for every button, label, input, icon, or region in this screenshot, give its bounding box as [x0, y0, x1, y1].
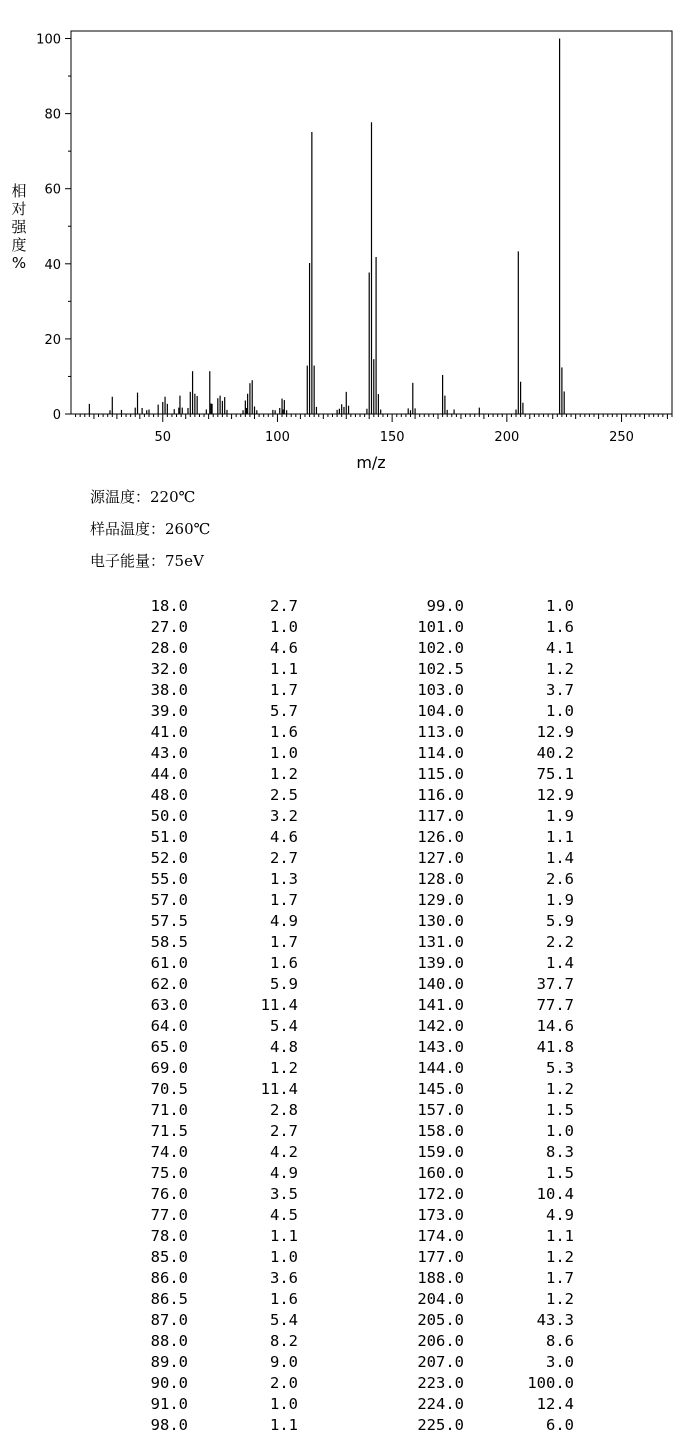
intensity-value: 2.6: [546, 870, 574, 888]
mz-value: 32.0: [150, 660, 188, 678]
electron-energy: 电子能量：75eV: [90, 552, 204, 570]
mz-value: 103.0: [417, 681, 464, 699]
intensity-value: 2.0: [270, 1374, 298, 1392]
x-tick-label: 200: [494, 430, 520, 445]
table-row: [120, 1394, 574, 1415]
mz-value: 104.0: [417, 702, 464, 720]
intensity-value: 1.4: [546, 849, 574, 867]
intensity-value: 3.6: [270, 1269, 298, 1287]
table-row: [120, 827, 574, 848]
mz-value: 86.5: [150, 1290, 188, 1308]
mz-value: 77.0: [150, 1206, 188, 1224]
intensity-value: 1.6: [270, 954, 298, 972]
mz-value: 224.0: [417, 1395, 464, 1413]
mz-value: 69.0: [150, 1059, 188, 1077]
intensity-value: 10.4: [536, 1185, 574, 1203]
mz-value: 52.0: [150, 849, 188, 867]
intensity-value: 9.0: [270, 1353, 298, 1371]
table-row: [120, 1016, 574, 1037]
intensity-value: 1.7: [270, 681, 298, 699]
mass-spectrum-chart: [0, 0, 696, 480]
intensity-value: 1.1: [270, 660, 298, 678]
table-row: [120, 974, 574, 995]
intensity-value: 1.4: [546, 954, 574, 972]
table-row: [120, 932, 574, 953]
intensity-value: 8.2: [270, 1332, 298, 1350]
y-axis-label-char: 相: [11, 182, 27, 200]
mz-value: 205.0: [417, 1311, 464, 1329]
table-row: [120, 1205, 574, 1226]
table-row: [120, 638, 574, 659]
intensity-value: 1.0: [546, 597, 574, 615]
intensity-value: 3.2: [270, 807, 298, 825]
intensity-value: 1.0: [546, 1122, 574, 1140]
mz-value: 55.0: [150, 870, 188, 888]
mz-value: 206.0: [417, 1332, 464, 1350]
intensity-value: 12.9: [536, 723, 574, 741]
table-row: [120, 1310, 574, 1331]
intensity-value: 4.8: [270, 1038, 298, 1056]
mz-value: 140.0: [417, 975, 464, 993]
intensity-value: 4.6: [270, 639, 298, 657]
intensity-value: 5.9: [546, 912, 574, 930]
mz-value: 127.0: [417, 849, 464, 867]
intensity-value: 1.1: [546, 1227, 574, 1245]
x-tick-label: 150: [379, 430, 405, 445]
mz-value: 88.0: [150, 1332, 188, 1350]
mz-value: 74.0: [150, 1143, 188, 1161]
intensity-value: 2.7: [270, 849, 298, 867]
intensity-value: 5.3: [546, 1059, 574, 1077]
intensity-value: 43.3: [536, 1311, 574, 1329]
intensity-value: 41.8: [536, 1038, 574, 1056]
intensity-value: 1.2: [546, 1290, 574, 1308]
table-row: [120, 1121, 574, 1142]
intensity-value: 4.9: [270, 1164, 298, 1182]
mz-value: 70.5: [150, 1080, 188, 1098]
mz-value: 144.0: [417, 1059, 464, 1077]
table-row: [120, 1079, 574, 1100]
intensity-value: 1.2: [546, 1080, 574, 1098]
intensity-value: 1.2: [546, 660, 574, 678]
x-tick-label: 250: [609, 430, 634, 445]
intensity-value: 1.0: [546, 702, 574, 720]
mz-value: 39.0: [150, 702, 188, 720]
intensity-value: 1.7: [270, 891, 298, 909]
intensity-value: 1.9: [546, 807, 574, 825]
intensity-value: 4.5: [270, 1206, 298, 1224]
intensity-value: 1.0: [270, 744, 298, 762]
table-row: [120, 890, 574, 911]
y-tick-label: 60: [44, 182, 61, 198]
mz-value: 89.0: [150, 1353, 188, 1371]
intensity-value: 1.2: [270, 765, 298, 783]
table-row: [120, 1163, 574, 1184]
mz-value: 18.0: [150, 597, 188, 615]
x-tick-label: 50: [154, 430, 172, 445]
intensity-value: 8.3: [546, 1143, 574, 1161]
mz-value: 78.0: [150, 1227, 188, 1245]
intensity-value: 4.9: [270, 912, 298, 930]
intensity-value: 100.0: [527, 1374, 574, 1392]
mz-value: 113.0: [417, 723, 464, 741]
y-axis: [36, 33, 71, 423]
mz-value: 158.0: [417, 1122, 464, 1140]
intensity-value: 4.2: [270, 1143, 298, 1161]
table-row: [120, 869, 574, 890]
table-row: [120, 659, 574, 680]
table-row: [120, 1415, 574, 1436]
mz-value: 117.0: [417, 807, 464, 825]
mz-value: 76.0: [150, 1185, 188, 1203]
mz-value: 204.0: [417, 1290, 464, 1308]
x-tick-label: 100: [265, 430, 290, 445]
intensity-value: 1.1: [270, 1227, 298, 1245]
mz-value: 173.0: [417, 1206, 464, 1224]
intensity-value: 12.9: [536, 786, 574, 804]
mz-value: 114.0: [417, 744, 464, 762]
table-row: [120, 785, 574, 806]
intensity-value: 1.0: [270, 618, 298, 636]
y-tick-label: 80: [44, 107, 61, 123]
y-tick-label: 0: [52, 408, 61, 423]
mz-value: 41.0: [150, 723, 188, 741]
mz-value: 160.0: [417, 1164, 464, 1182]
x-axis: [76, 414, 672, 445]
table-row: [120, 764, 574, 785]
mz-value: 172.0: [417, 1185, 464, 1203]
intensity-value: 2.8: [270, 1101, 298, 1119]
table-row: [120, 1289, 574, 1310]
intensity-value: 1.2: [270, 1059, 298, 1077]
mz-value: 57.0: [150, 891, 188, 909]
table-row: [120, 1142, 574, 1163]
intensity-value: 11.4: [260, 1080, 298, 1098]
intensity-value: 1.6: [270, 1290, 298, 1308]
intensity-value: 3.0: [546, 1353, 574, 1371]
intensity-value: 1.7: [270, 933, 298, 951]
intensity-value: 8.6: [546, 1332, 574, 1350]
y-tick-label: 40: [44, 257, 61, 273]
intensity-value: 40.2: [536, 744, 574, 762]
y-axis-label-char: 对: [11, 200, 27, 218]
intensity-value: 12.4: [536, 1395, 574, 1413]
intensity-value: 5.4: [270, 1311, 298, 1329]
table-row: [120, 722, 574, 743]
mz-value: 28.0: [150, 639, 188, 657]
mz-value: 188.0: [417, 1269, 464, 1287]
mz-value: 48.0: [150, 786, 188, 804]
intensity-value: 2.7: [270, 597, 298, 615]
mz-value: 43.0: [150, 744, 188, 762]
intensity-value: 1.3: [270, 870, 298, 888]
peak-table: [120, 596, 574, 1436]
mz-value: 102.0: [417, 639, 464, 657]
mz-value: 141.0: [417, 996, 464, 1014]
mz-value: 61.0: [150, 954, 188, 972]
mz-value: 58.5: [150, 933, 188, 951]
intensity-value: 75.1: [536, 765, 574, 783]
mz-value: 85.0: [150, 1248, 188, 1266]
mz-value: 116.0: [417, 786, 464, 804]
mz-value: 90.0: [150, 1374, 188, 1392]
intensity-value: 1.6: [270, 723, 298, 741]
x-axis-label: m/z: [356, 453, 386, 472]
table-row: [120, 953, 574, 974]
mz-value: 223.0: [417, 1374, 464, 1392]
intensity-value: 4.6: [270, 828, 298, 846]
intensity-value: 4.1: [546, 639, 574, 657]
mz-value: 177.0: [417, 1248, 464, 1266]
mz-value: 145.0: [417, 1080, 464, 1098]
table-row: [120, 1331, 574, 1352]
table-row: [120, 596, 574, 617]
intensity-value: 1.5: [546, 1101, 574, 1119]
table-row: [120, 1058, 574, 1079]
intensity-value: 1.0: [270, 1395, 298, 1413]
table-row: [120, 617, 574, 638]
intensity-value: 3.7: [546, 681, 574, 699]
mz-value: 57.5: [150, 912, 188, 930]
y-tick-label: 20: [44, 332, 61, 348]
y-tick-label: 100: [36, 32, 61, 48]
mz-value: 143.0: [417, 1038, 464, 1056]
intensity-value: 1.1: [546, 828, 574, 846]
sample-temperature: 样品温度：260℃: [90, 520, 211, 538]
intensity-value: 1.0: [270, 1248, 298, 1266]
y-axis-label-char: 度: [11, 236, 27, 254]
mz-value: 139.0: [417, 954, 464, 972]
mz-value: 128.0: [417, 870, 464, 888]
table-row: [120, 1184, 574, 1205]
y-axis-label-char: 强: [11, 218, 27, 236]
intensity-value: 14.6: [536, 1017, 574, 1035]
mz-value: 159.0: [417, 1143, 464, 1161]
table-row: [120, 743, 574, 764]
mz-value: 51.0: [150, 828, 188, 846]
table-row: [120, 1373, 574, 1394]
mz-value: 27.0: [150, 618, 188, 636]
intensity-value: 1.6: [546, 618, 574, 636]
spectrum-peaks: [89, 39, 564, 414]
intensity-value: 5.7: [270, 702, 298, 720]
mz-value: 130.0: [417, 912, 464, 930]
mz-value: 129.0: [417, 891, 464, 909]
mz-value: 131.0: [417, 933, 464, 951]
mz-value: 99.0: [426, 597, 464, 615]
mz-value: 174.0: [417, 1227, 464, 1245]
mz-value: 157.0: [417, 1101, 464, 1119]
mz-value: 126.0: [417, 828, 464, 846]
mz-value: 38.0: [150, 681, 188, 699]
mz-value: 87.0: [150, 1311, 188, 1329]
intensity-value: 1.9: [546, 891, 574, 909]
intensity-value: 1.7: [546, 1269, 574, 1287]
intensity-value: 6.0: [546, 1416, 574, 1434]
intensity-value: 11.4: [260, 996, 298, 1014]
mz-value: 115.0: [417, 765, 464, 783]
mz-value: 101.0: [417, 618, 464, 636]
source-temperature: 源温度：220℃: [90, 488, 196, 506]
mz-value: 71.0: [150, 1101, 188, 1119]
table-row: [120, 680, 574, 701]
intensity-value: 2.7: [270, 1122, 298, 1140]
intensity-value: 1.5: [546, 1164, 574, 1182]
table-row: [120, 848, 574, 869]
intensity-value: 2.2: [546, 933, 574, 951]
intensity-value: 1.1: [270, 1416, 298, 1434]
mz-value: 98.0: [150, 1416, 188, 1434]
mz-value: 102.5: [417, 660, 464, 678]
table-row: [120, 1268, 574, 1289]
table-row: [120, 911, 574, 932]
table-row: [120, 806, 574, 827]
y-axis-label: [8, 182, 30, 272]
intensity-value: 77.7: [536, 996, 574, 1014]
intensity-value: 1.2: [546, 1248, 574, 1266]
table-row: [120, 1037, 574, 1058]
table-row: [120, 1100, 574, 1121]
mz-value: 62.0: [150, 975, 188, 993]
mz-value: 225.0: [417, 1416, 464, 1434]
mz-value: 63.0: [150, 996, 188, 1014]
table-row: [120, 701, 574, 722]
mz-value: 207.0: [417, 1353, 464, 1371]
intensity-value: 2.5: [270, 786, 298, 804]
mz-value: 91.0: [150, 1395, 188, 1413]
mz-value: 86.0: [150, 1269, 188, 1287]
mz-value: 75.0: [150, 1164, 188, 1182]
mz-value: 64.0: [150, 1017, 188, 1035]
table-row: [120, 995, 574, 1016]
mz-value: 65.0: [150, 1038, 188, 1056]
mz-value: 142.0: [417, 1017, 464, 1035]
intensity-value: 4.9: [546, 1206, 574, 1224]
intensity-value: 37.7: [536, 975, 574, 993]
mz-value: 44.0: [150, 765, 188, 783]
table-row: [120, 1247, 574, 1268]
y-axis-label-char: %: [11, 254, 27, 272]
mz-value: 71.5: [150, 1122, 188, 1140]
intensity-value: 5.4: [270, 1017, 298, 1035]
intensity-value: 3.5: [270, 1185, 298, 1203]
table-row: [120, 1352, 574, 1373]
table-row: [120, 1226, 574, 1247]
mz-value: 50.0: [150, 807, 188, 825]
intensity-value: 5.9: [270, 975, 298, 993]
